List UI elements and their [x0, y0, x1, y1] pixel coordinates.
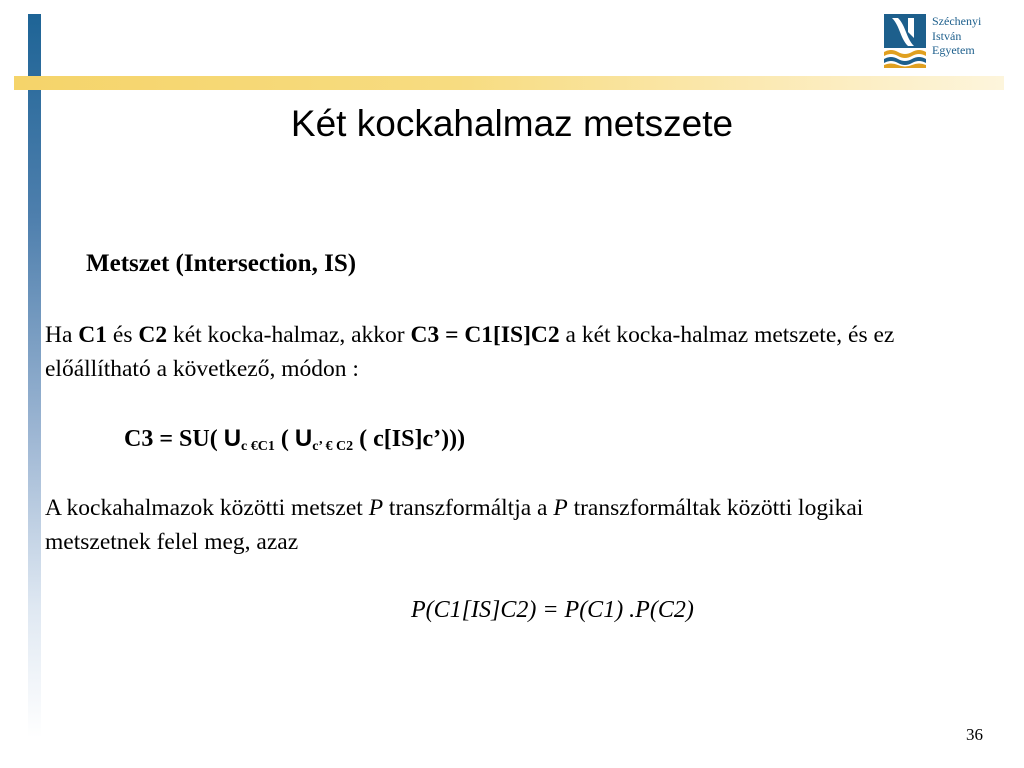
paragraph-transform-line-1 — [45, 491, 1020, 525]
formula-transform: P(C1[IS]C2) = P(C1) .P(C2) — [411, 597, 694, 623]
logo-mark-icon — [882, 12, 928, 68]
text-run: két kocka-halmaz, akkor — [167, 322, 411, 348]
bold-run: C3 = C1[IS]C2 — [410, 322, 560, 348]
italic-run: P — [368, 495, 384, 521]
section-subtitle: Metszet (Intersection, IS) — [86, 250, 357, 277]
text-run: és — [107, 322, 139, 348]
logo-text — [932, 14, 981, 58]
formula-tail: ( c[IS]c’))) — [353, 426, 466, 452]
formula-intersection — [124, 422, 465, 464]
union-symbol: U — [294, 425, 313, 452]
logo-line-1: Széchenyi — [932, 14, 982, 28]
union-symbol: U — [223, 425, 242, 452]
formula-lhs: C3 = SU( — [124, 426, 218, 452]
top-yellow-band — [14, 76, 1004, 90]
logo-line-2: István — [932, 28, 962, 43]
union-subscript: c €C1 — [241, 439, 275, 454]
logo-line-3: Egyetem — [932, 43, 975, 57]
text-run: a két kocka-halmaz metszete, és ez — [559, 322, 895, 348]
text-run: Ha — [45, 322, 79, 348]
page-number: 36 — [966, 725, 983, 744]
text-run: transzformáltja a — [383, 495, 554, 521]
text-run: A kockahalmazok közötti metszet — [45, 495, 369, 521]
slide-title: Két kockahalmaz metszete — [290, 103, 734, 144]
union-subscript: c’ € C2 — [312, 439, 354, 454]
university-logo — [882, 10, 1002, 72]
paragraph-definition-line-2: előállítható a következő, módon : — [45, 356, 359, 382]
bold-run: C2 — [138, 322, 168, 348]
bold-run: C1 — [78, 322, 108, 348]
text-run: transzformáltak közötti logikai — [567, 495, 864, 521]
formula-paren: ( — [274, 426, 289, 452]
paragraph-definition — [45, 318, 1020, 386]
paragraph-transform-line-2: metszetnek felel meg, azaz — [45, 529, 299, 555]
paragraph-transform — [45, 491, 1020, 559]
paragraph-definition-line-1 — [45, 318, 1020, 352]
italic-run: P — [553, 495, 568, 521]
